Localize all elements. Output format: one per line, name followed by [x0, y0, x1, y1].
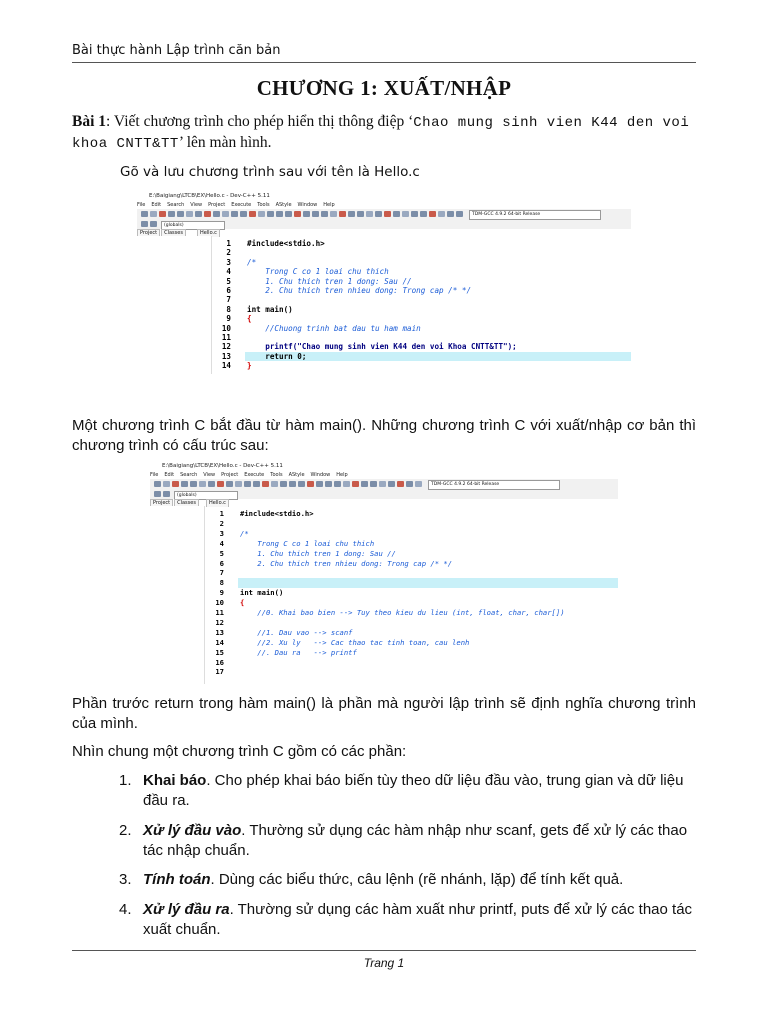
- list-text: . Thường sử dụng các hàm xuất như printf, puts để xử lý các thao tác xuất chuẩn.: [143, 901, 693, 938]
- toolbar-icon[interactable]: [388, 481, 395, 487]
- toolbar-icon[interactable]: [402, 211, 409, 217]
- menu-item[interactable]: File: [137, 202, 146, 208]
- line-number: 3: [219, 528, 224, 538]
- menu-item[interactable]: Tools: [270, 472, 283, 478]
- code-editor: [206, 506, 618, 684]
- tab-classes[interactable]: Classes: [174, 499, 199, 507]
- menu-item[interactable]: Edit: [151, 202, 162, 208]
- ide-toolbar: [137, 209, 631, 220]
- code-line[interactable]: return 0;: [247, 351, 307, 361]
- toolbar-icon[interactable]: [379, 481, 386, 487]
- line-number: 1: [226, 239, 231, 248]
- code-line[interactable]: //2. Xu ly --> Cac thao tac tinh toan, cau lenh: [240, 637, 470, 647]
- line-number: 6: [219, 558, 224, 568]
- line-number: 6: [226, 286, 231, 295]
- code-line[interactable]: #include<stdio.h>: [240, 509, 314, 518]
- save-instruction: Gõ và lưu chương trình sau với tên là Hello.c: [120, 164, 420, 180]
- line-number: 8: [226, 304, 231, 314]
- toolbar-icon[interactable]: [226, 481, 233, 487]
- toolbar-icon[interactable]: [366, 211, 373, 217]
- exercise-1: [72, 112, 700, 154]
- line-number: 9: [226, 314, 231, 324]
- exercise-text-b: ’ lên màn hình.: [178, 134, 272, 151]
- line-number: 1: [219, 509, 224, 518]
- toolbar-icon[interactable]: [298, 481, 305, 487]
- chapter-title: CHƯƠNG 1: XUẤT/NHẬP: [256, 76, 512, 100]
- ide-toolbar-secondary: [137, 220, 631, 229]
- toolbar-icon[interactable]: [289, 481, 296, 487]
- toolbar-icon[interactable]: [159, 211, 166, 217]
- header-rule: [72, 62, 696, 63]
- toolbar-icon[interactable]: [294, 211, 301, 217]
- ide-tabs: [150, 499, 618, 506]
- toolbar-icon[interactable]: [312, 211, 319, 217]
- toolbar-icon[interactable]: [271, 481, 278, 487]
- toolbar-icon[interactable]: [352, 481, 359, 487]
- menu-item[interactable]: Tools: [257, 202, 270, 208]
- toolbar-icon[interactable]: [397, 481, 404, 487]
- toolbar-icon[interactable]: [393, 211, 400, 217]
- toolbar-icon[interactable]: [141, 221, 148, 227]
- line-number: 10: [215, 598, 224, 608]
- toolbar-icon[interactable]: [150, 221, 157, 227]
- toolbar-icon[interactable]: [208, 481, 215, 487]
- code-line[interactable]: 2. Chu thich tren nhieu dong: Trong cap /* */: [240, 558, 453, 568]
- toolbar-icon[interactable]: [172, 481, 179, 487]
- line-number: 7: [219, 568, 224, 578]
- code-line[interactable]: /*: [247, 257, 257, 267]
- toolbar-icon[interactable]: [163, 481, 170, 487]
- tab-classes[interactable]: Classes: [161, 229, 186, 237]
- exercise-label: Bài 1: [72, 113, 107, 130]
- toolbar-icon[interactable]: [258, 211, 265, 217]
- menu-item[interactable]: Window: [297, 202, 318, 208]
- toolbar-icon[interactable]: [330, 211, 337, 217]
- code-line[interactable]: int main(): [240, 588, 284, 598]
- toolbar-icon[interactable]: [321, 211, 328, 217]
- ide-toolbar: [150, 479, 618, 490]
- menu-item[interactable]: Edit: [164, 472, 175, 478]
- line-number: 16: [215, 657, 224, 667]
- toolbar-icon[interactable]: [370, 481, 377, 487]
- paragraph-parts-intro: Nhìn chung một chương trình C gồm có các phần:: [72, 743, 407, 760]
- toolbar-icon[interactable]: [438, 211, 445, 217]
- toolbar-icon[interactable]: [249, 211, 256, 217]
- code-line[interactable]: Trong C co 1 loai chu thich: [247, 267, 389, 277]
- line-number: 13: [215, 627, 224, 637]
- toolbar-icon[interactable]: [267, 211, 274, 217]
- ide-titlebar: E:\Baigiang\LTCB\EX\Hello.c - Dev-C++ 5.11: [162, 463, 283, 469]
- line-number: 4: [226, 267, 231, 277]
- list-term: Khai báo: [143, 772, 207, 789]
- toolbar-icon[interactable]: [285, 211, 292, 217]
- line-number: 14: [215, 637, 224, 647]
- code-editor: [213, 236, 631, 374]
- parts-list: [72, 771, 696, 941]
- menu-item[interactable]: AStyle: [288, 472, 305, 478]
- project-pane: [150, 506, 205, 684]
- line-number: 8: [219, 578, 224, 588]
- toolbar-icon[interactable]: [235, 481, 242, 487]
- footer-rule: [72, 950, 696, 951]
- globals-select[interactable]: (globals): [161, 221, 225, 230]
- toolbar-icon[interactable]: [150, 211, 157, 217]
- toolbar-icon[interactable]: [141, 211, 148, 217]
- toolbar-icon[interactable]: [217, 481, 224, 487]
- toolbar-icon[interactable]: [361, 481, 368, 487]
- code-line[interactable]: //1. Dau vao --> scanf: [240, 627, 353, 637]
- code-line[interactable]: #include<stdio.h>: [247, 239, 325, 248]
- menu-item[interactable]: View: [190, 202, 203, 208]
- list-number: 1.: [119, 772, 132, 789]
- toolbar-icon[interactable]: [213, 211, 220, 217]
- menu-item[interactable]: Project: [221, 472, 239, 478]
- menu-item[interactable]: AStyle: [275, 202, 292, 208]
- menu-item[interactable]: Search: [180, 472, 198, 478]
- menu-item[interactable]: View: [203, 472, 216, 478]
- code-line[interactable]: Trong C co 1 loai chu thich: [240, 538, 375, 548]
- toolbar-icon[interactable]: [244, 481, 251, 487]
- line-number: 12: [221, 342, 231, 352]
- toolbar-icon[interactable]: [154, 491, 161, 497]
- toolbar-icon[interactable]: [253, 481, 260, 487]
- list-text: . Cho phép khai báo biến tùy theo dữ liệu đầu vào, trung gian và dữ liệu đầu ra.: [143, 772, 684, 809]
- line-number: 11: [221, 333, 231, 342]
- paragraph-main-structure: Một chương trình C bắt đầu từ hàm main(). Những chương trình C với xuất/nhập cơ bản thì chương trình có cấu trúc sau:: [72, 417, 696, 454]
- menu-item[interactable]: Execute: [231, 202, 252, 208]
- toolbar-icon[interactable]: [177, 211, 184, 217]
- toolbar-icon[interactable]: [339, 211, 346, 217]
- list-term: Tính toán: [143, 871, 211, 888]
- list-number: 3.: [119, 871, 132, 888]
- exercise-message: Chao mung sinh vien K44 den voi khoa CNTT&TT: [72, 115, 690, 152]
- project-pane: [137, 236, 212, 374]
- line-number: 17: [215, 667, 224, 677]
- code-line[interactable]: }: [247, 361, 252, 371]
- ide-tabs: [137, 229, 631, 236]
- line-number: 11: [215, 608, 224, 617]
- tab-project[interactable]: Project: [150, 499, 173, 507]
- line-number: 5: [226, 276, 231, 286]
- code-line[interactable]: //0. Khai bao bien --> Tuy theo kieu du lieu (int, float, char, char[]): [240, 608, 565, 617]
- toolbar-icon[interactable]: [316, 481, 323, 487]
- list-term: Xử lý đầu vào: [143, 822, 242, 839]
- tab-project[interactable]: Project: [137, 229, 160, 237]
- toolbar-icon[interactable]: [375, 211, 382, 217]
- toolbar-icon[interactable]: [222, 211, 229, 217]
- code-line[interactable]: 1. Chu thich tren 1 dong: Sau //: [240, 548, 396, 558]
- toolbar-icon[interactable]: [447, 211, 454, 217]
- ide-menubar: [150, 471, 618, 479]
- page-number: Trang 1: [363, 956, 405, 970]
- line-number: 9: [219, 588, 224, 598]
- tab-hello-c[interactable]: Hello.c: [197, 229, 220, 237]
- toolbar-icon[interactable]: [429, 211, 436, 217]
- toolbar-icon[interactable]: [190, 481, 197, 487]
- toolbar-icon[interactable]: [348, 211, 355, 217]
- line-number: 10: [221, 323, 231, 333]
- menu-item[interactable]: Project: [208, 202, 226, 208]
- line-number: 14: [221, 361, 231, 371]
- paragraph-before-return: Phần trước return trong hàm main() là phần mà người lập trình sẽ định nghĩa chương trình của mình.: [72, 695, 696, 732]
- code-line[interactable]: //Chuong trinh bat dau tu ham main: [247, 323, 421, 333]
- ide-titlebar: E:\Baigiang\LTCB\EX\Hello.c - Dev-C++ 5.11: [149, 193, 270, 199]
- list-number: 4.: [119, 901, 132, 918]
- menu-item[interactable]: Window: [310, 472, 331, 478]
- toolbar-icon[interactable]: [168, 211, 175, 217]
- code-line[interactable]: {: [247, 314, 252, 324]
- toolbar-icon[interactable]: [303, 211, 310, 217]
- toolbar-icon[interactable]: [280, 481, 287, 487]
- toolbar-icon[interactable]: [231, 211, 238, 217]
- toolbar-icon[interactable]: [406, 481, 413, 487]
- code-line[interactable]: 2. Chu thich tren nhieu dong: Trong cap /* */: [247, 286, 472, 295]
- line-number: 5: [219, 548, 224, 558]
- line-number: 2: [219, 518, 224, 528]
- menu-item[interactable]: Execute: [244, 472, 265, 478]
- menu-item[interactable]: Help: [323, 202, 335, 208]
- toolbar-icon[interactable]: [411, 211, 418, 217]
- menu-item[interactable]: Help: [336, 472, 348, 478]
- globals-select[interactable]: (globals): [174, 491, 238, 500]
- running-header: Bài thực hành Lập trình căn bản: [72, 43, 281, 58]
- current-line-highlight: [238, 578, 618, 588]
- code-line[interactable]: /*: [240, 528, 249, 538]
- code-line[interactable]: int main(): [247, 304, 293, 314]
- toolbar-icon[interactable]: [343, 481, 350, 487]
- tab-hello-c[interactable]: Hello.c: [206, 499, 229, 507]
- toolbar-icon[interactable]: [325, 481, 332, 487]
- toolbar-icon[interactable]: [262, 481, 269, 487]
- toolbar-icon[interactable]: [384, 211, 391, 217]
- line-number: 4: [219, 538, 224, 548]
- list-text: . Thường sử dụng các hàm nhập như scanf, gets để xử lý các thao tác nhập chuẩn.: [143, 822, 688, 859]
- menu-item[interactable]: File: [150, 472, 159, 478]
- toolbar-icon[interactable]: [357, 211, 364, 217]
- toolbar-icon[interactable]: [195, 211, 202, 217]
- code-line[interactable]: {: [240, 598, 245, 608]
- compiler-select[interactable]: TDM-GCC 4.9.2 64-bit Release: [469, 210, 601, 220]
- toolbar-icon[interactable]: [204, 211, 211, 217]
- code-line[interactable]: printf("Chao mung sinh vien K44 den voi Khoa CNTT&TT");: [247, 342, 517, 352]
- line-number: 15: [215, 647, 224, 657]
- toolbar-icon[interactable]: [163, 491, 170, 497]
- code-line[interactable]: 1. Chu thich tren 1 dong: Sau //: [247, 276, 412, 286]
- line-number: 7: [226, 295, 231, 305]
- ide-screenshot-2: [150, 462, 618, 684]
- list-text: . Dùng các biểu thức, câu lệnh (rẽ nhánh, lặp) để tính kết quả.: [210, 871, 624, 888]
- line-number: 2: [226, 248, 231, 258]
- line-number: 13: [221, 351, 231, 361]
- exercise-text-a: : Viết chương trình cho phép hiển thị thông điệp ‘: [106, 113, 414, 130]
- toolbar-icon[interactable]: [415, 481, 422, 487]
- ide-menubar: [137, 201, 631, 209]
- toolbar-icon[interactable]: [276, 211, 283, 217]
- toolbar-icon[interactable]: [199, 481, 206, 487]
- toolbar-icon[interactable]: [240, 211, 247, 217]
- menu-item[interactable]: Search: [167, 202, 185, 208]
- line-number: 3: [226, 257, 231, 267]
- toolbar-icon[interactable]: [456, 211, 463, 217]
- code-line[interactable]: //. Dau ra --> printf: [240, 647, 357, 657]
- toolbar-icon[interactable]: [186, 211, 193, 217]
- toolbar-icon[interactable]: [154, 481, 161, 487]
- compiler-select[interactable]: TDM-GCC 4.9.2 64-bit Release: [428, 480, 560, 490]
- list-term: Xử lý đầu ra: [143, 901, 230, 918]
- ide-screenshot-1: [137, 192, 631, 374]
- list-number: 2.: [119, 822, 132, 839]
- line-number: 12: [215, 617, 224, 627]
- toolbar-icon[interactable]: [420, 211, 427, 217]
- toolbar-icon[interactable]: [181, 481, 188, 487]
- toolbar-icon[interactable]: [307, 481, 314, 487]
- toolbar-icon[interactable]: [334, 481, 341, 487]
- ide-toolbar-secondary: [150, 490, 618, 499]
